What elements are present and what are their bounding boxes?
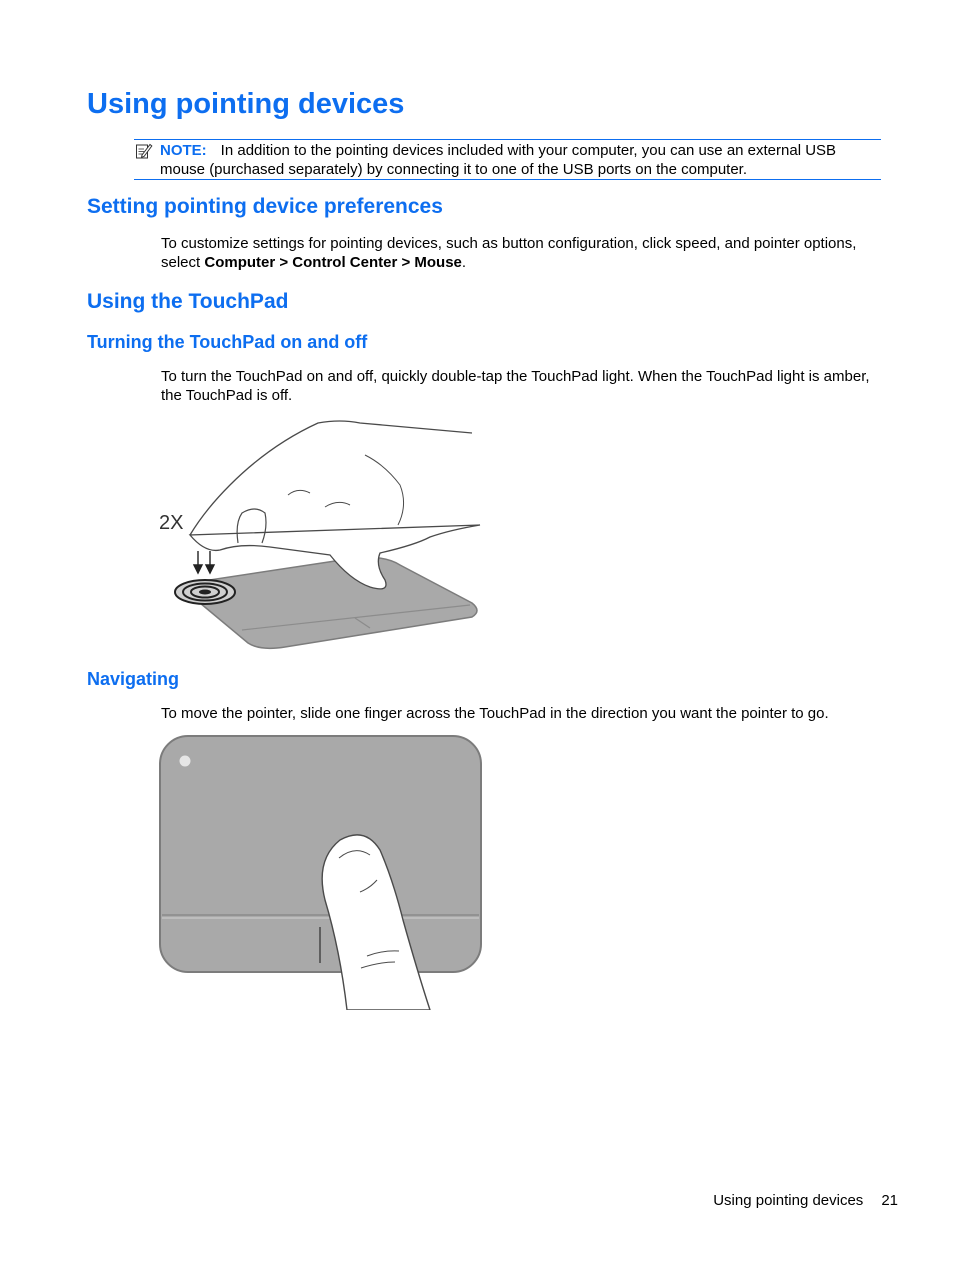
- note-pencil-icon: [135, 142, 153, 160]
- preferences-text: [161, 234, 881, 272]
- heading-navigating: Navigating: [87, 669, 180, 689]
- double-tap-label: 2X: [159, 512, 184, 534]
- page-number: 21: [881, 1192, 898, 1209]
- turning-touchpad-text: To turn the TouchPad on and off, quickly double-tap the TouchPad light. When the TouchPad light is amber, the TouchPad is off.: [161, 368, 870, 404]
- footer-section: Using pointing devices: [713, 1192, 864, 1209]
- page-title: Using pointing devices: [87, 88, 405, 120]
- note-body: In addition to the pointing devices included with your computer, you can use an external USB mouse (purchased separately) by connecting it to one of the USB ports on the computer.: [160, 142, 837, 178]
- note-box: [134, 139, 881, 180]
- touchpad-light-icon: [180, 756, 191, 767]
- preferences-text-after: .: [461, 254, 467, 271]
- note-label: NOTE:: [160, 142, 207, 159]
- navigating-text: To move the pointer, slide one finger across the TouchPad in the direction you want the pointer to go.: [161, 705, 829, 722]
- note-text: [160, 141, 880, 179]
- navigating-illustration: [155, 730, 490, 1010]
- preferences-text-before: To customize settings for pointing devices, such as button configuration, click speed, and pointer options, select: [161, 235, 857, 271]
- double-tap-illustration: [150, 415, 490, 655]
- heading-preferences: Setting pointing device preferences: [87, 195, 443, 218]
- heading-using-touchpad: Using the TouchPad: [87, 290, 289, 313]
- page-footer: [713, 1192, 898, 1209]
- preferences-menu-path: Computer > Control Center > Mouse: [204, 254, 462, 271]
- heading-turning-touchpad: Turning the TouchPad on and off: [87, 332, 368, 352]
